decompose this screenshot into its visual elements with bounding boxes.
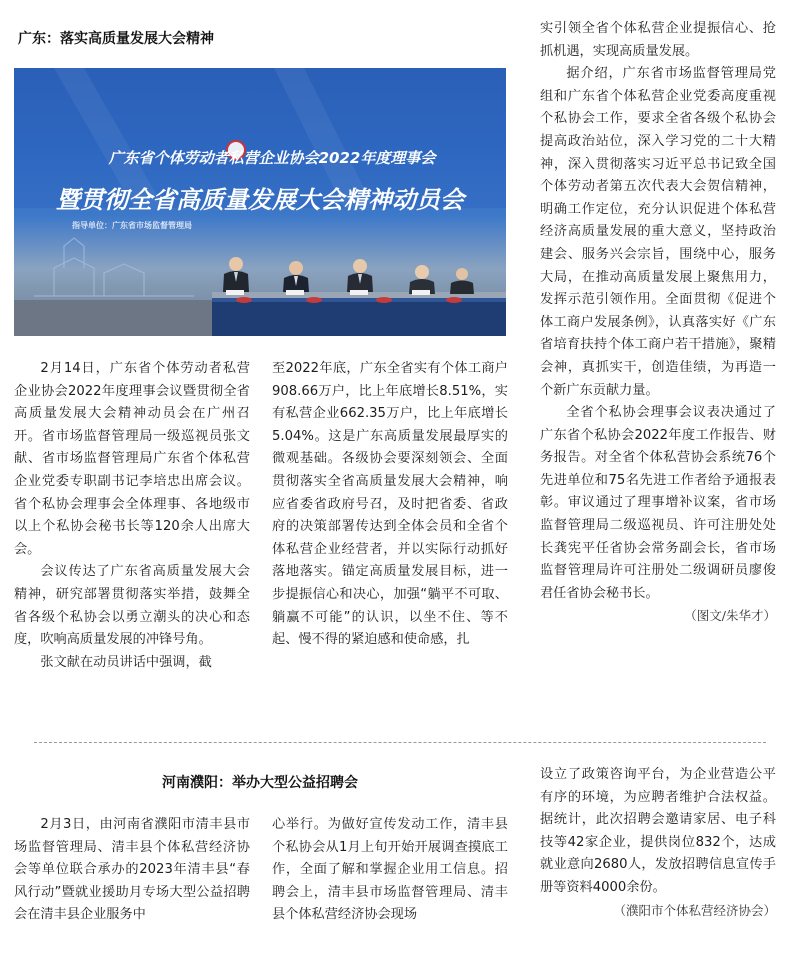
article1-paragraph: 实引领全省个体私营企业提振信心、抢抓机遇，实现高质量发展。 <box>540 21 776 59</box>
article1-paragraph: 至2022年底，广东全省实有个体工商户908.66万户，比上年底增长8.51%，实有私营企业662.35万户，比上年底增长5.04%。这是广东高质量发展最厚实的微观基础。各级协会要深刻领会、全面贯彻落实全省高质量发展大会精神，响应省委省政府号召，及时把省委、省政府的决策部署传达到全体会员和全省个体私营企业经营者，并以实际行动抓好落地落实。锚定高质量发展目标，进一步提振信心和决心，加强“躺平不可取、躺赢不可能”的认识，以坐不住、等不起、慢不得的紧迫感和使命感，扎 <box>272 361 508 648</box>
head-table <box>212 298 506 336</box>
article2-title: 河南濮阳：举办大型公益招聘会 <box>162 775 358 791</box>
section-divider <box>34 742 766 743</box>
article1-credit: （图文/朱华才） <box>684 608 776 624</box>
article1-paragraph: 张文献在动员讲话中强调，截 <box>40 654 212 670</box>
article1-paragraph: 全省个私协会理事会议表决通过了广东省个私协会2022年度工作报告、财务报告。对全省个体私营协会系统76个先进单位和75名先进工作者给予通报表彰。审议通过了理事增补议案，省市场监督管理局二级巡视员、许可注册处处长龚宪平任省协会常务副会长，省市场监督管理局许可注册处二级调研员廖俊君任省协会秘书长。 <box>540 405 776 601</box>
article1-title: 广东：落实高质量发展大会精神 <box>18 31 214 47</box>
article2-credit: （濮阳市个体私营经济协会） <box>613 902 776 918</box>
article2-column-2 <box>272 814 508 927</box>
building-decoration <box>34 238 194 296</box>
article2-paragraph: 2月3日，由河南省濮阳市清丰县市场监督管理局、清丰县个体私营经济协会等单位联合承办的2023年清丰县“春风行动”暨就业援助月专场大型公益招聘会在清丰县企业服务中 <box>14 817 250 923</box>
seated-officials <box>223 257 474 294</box>
article1-paragraph: 据介绍，广东省市场监督管理局党组和广东省个体私营企业党委高度重视个私协会工作，要求全省各级个私协会提高政治站位，深入学习党的二十大精神，深入贯彻落实习近平总书记致全国个体劳动者第五次代表大会贺信精神，明确工作定位，充分认识促进个体私营经济高质量发展的重大意义，坚持政治建会、服务兴会宗旨，围绕中心，服务大局，在推动高质量发展上聚焦用力，发挥示范引领作用。全面贯彻《促进个体工商户发展条例》，认真落实好《广东省培育扶持个体工商户若干措施》，聚精会神，真抓实干，创造佳绩，为再造一个新广东贡献力量。 <box>540 66 776 398</box>
banner-guidance: 指导单位：广东省市场监督管理局 <box>72 221 192 230</box>
article1-column-3 <box>540 18 776 629</box>
conference-photo <box>14 68 506 336</box>
article1-paragraph: 会议传达了广东省高质量发展大会精神，研究部署贯彻落实举措，鼓舞全省各级个私协会以勇立潮头的决心和态度，吹响高质量发展的冲锋号角。 <box>14 564 250 648</box>
banner-line2: 暨贯彻全省高质量发展大会精神动员会 <box>56 186 464 214</box>
conference-photo-illustration <box>14 68 506 336</box>
article1-paragraph: 2月14日，广东省个体劳动者私营企业协会2022年度理事会议暨贯彻全省高质量发展大会精神动员会在广州召开。省市场监督管理局一级巡视员张文献、省市场监督管理局广东省个体私营企业党委专职副书记李培忠出席会议。省个私协会理事会全体理事、各地级市以上个私协会秘书长等120余人出席大会。 <box>14 361 250 557</box>
banner-line1: 广东省个体劳动者私营企业协会2022年度理事会 <box>108 149 436 167</box>
article2-column-1 <box>14 814 250 927</box>
article2-column-3 <box>540 764 776 923</box>
article2-paragraph: 设立了政策咨询平台，为企业营造公平有序的环境，为应聘者维护合法权益。据统计，此次招聘会邀请家居、电子科技等42家企业，提供岗位832个，达成就业意向2680人，发放招聘信息宣传手册等资料4000余份。 <box>540 767 776 895</box>
article1-column-2 <box>272 358 508 652</box>
article1-column-1 <box>14 358 250 674</box>
article2-paragraph: 心举行。为做好宣传发动工作，清丰县个私协会从1月上旬开始开展调查摸底工作，全面了解和掌握企业用工信息。招聘会上，清丰县市场监督管理局、清丰县个体私营经济协会现场 <box>272 817 508 923</box>
